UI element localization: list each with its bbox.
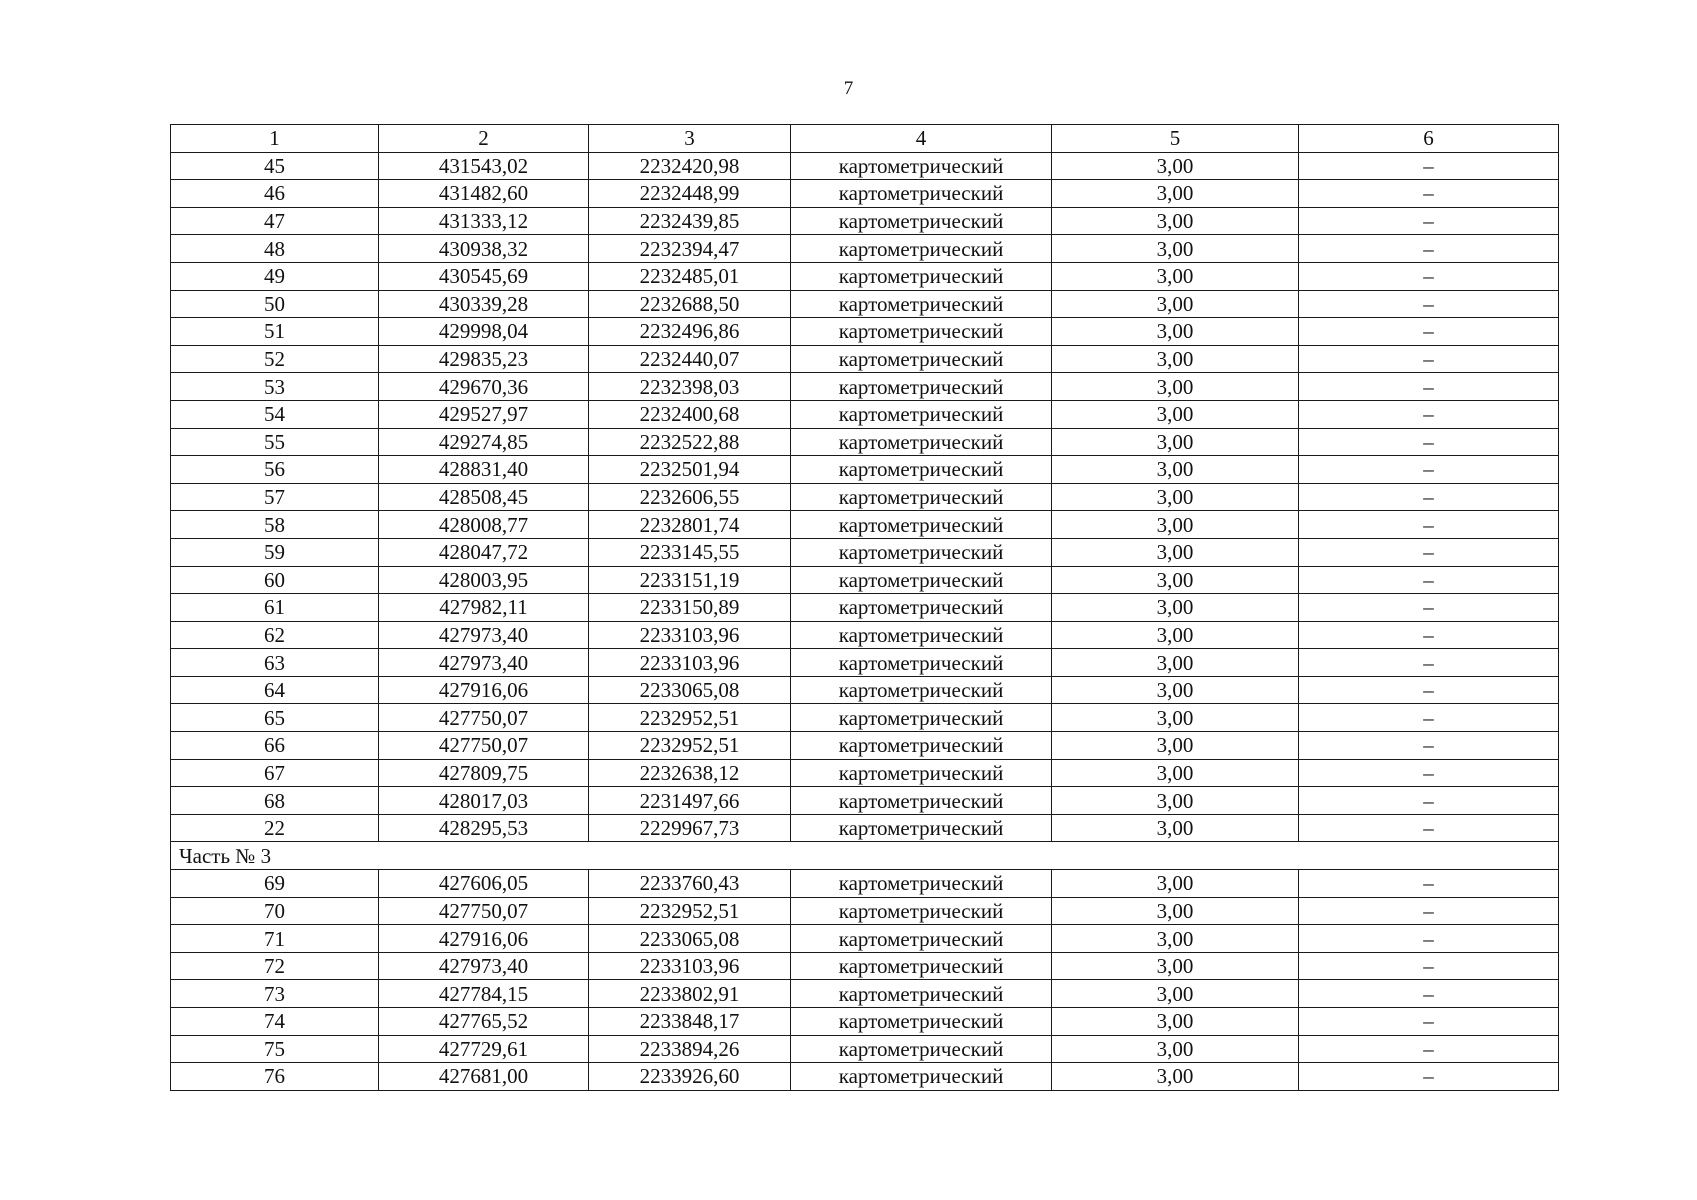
table-cell: 427606,05 <box>379 870 589 898</box>
table-cell: 3,00 <box>1052 345 1299 373</box>
table-cell: – <box>1299 594 1559 622</box>
table-cell: 70 <box>171 897 379 925</box>
table-cell: 430545,69 <box>379 262 589 290</box>
table-cell: 3,00 <box>1052 952 1299 980</box>
table-row <box>171 262 1559 290</box>
table-cell: – <box>1299 1008 1559 1036</box>
table-row <box>171 649 1559 677</box>
table-row <box>171 207 1559 235</box>
table-body <box>171 152 1559 1090</box>
header-cell: 6 <box>1299 125 1559 153</box>
table-cell: 2231497,66 <box>589 787 791 815</box>
table-cell: 2232952,51 <box>589 897 791 925</box>
table-cell: 428508,45 <box>379 483 589 511</box>
table-cell: 429835,23 <box>379 345 589 373</box>
table-cell: 61 <box>171 594 379 622</box>
table-cell: 428295,53 <box>379 814 589 842</box>
table-cell: картометрический <box>791 373 1052 401</box>
table-cell: 428008,77 <box>379 511 589 539</box>
table-cell: 431333,12 <box>379 207 589 235</box>
table-cell: 2233103,96 <box>589 952 791 980</box>
table-cell: 3,00 <box>1052 704 1299 732</box>
table-cell: 428047,72 <box>379 538 589 566</box>
table-cell: 3,00 <box>1052 290 1299 318</box>
table-cell: 2232522,88 <box>589 428 791 456</box>
table-cell: 2233848,17 <box>589 1008 791 1036</box>
table-cell: – <box>1299 980 1559 1008</box>
table-cell: 427729,61 <box>379 1035 589 1063</box>
table-row <box>171 814 1559 842</box>
table-cell: картометрический <box>791 511 1052 539</box>
table-cell: картометрический <box>791 262 1052 290</box>
table-cell: – <box>1299 483 1559 511</box>
table-cell: 60 <box>171 566 379 594</box>
table-cell: 75 <box>171 1035 379 1063</box>
table-cell: 3,00 <box>1052 925 1299 953</box>
table-cell: 429274,85 <box>379 428 589 456</box>
table-cell: 431482,60 <box>379 180 589 208</box>
table-cell: 2233065,08 <box>589 925 791 953</box>
table-row <box>171 538 1559 566</box>
table-cell: 2233894,26 <box>589 1035 791 1063</box>
table-cell: 3,00 <box>1052 262 1299 290</box>
table-cell: – <box>1299 814 1559 842</box>
table-cell: 3,00 <box>1052 649 1299 677</box>
table-cell: 3,00 <box>1052 511 1299 539</box>
table-cell: – <box>1299 952 1559 980</box>
table-cell: 2233926,60 <box>589 1063 791 1091</box>
table-cell: 427973,40 <box>379 952 589 980</box>
table-cell: картометрический <box>791 925 1052 953</box>
table-cell: картометрический <box>791 1008 1052 1036</box>
table-cell: 427916,06 <box>379 925 589 953</box>
table-row <box>171 952 1559 980</box>
table-row <box>171 373 1559 401</box>
table-cell: 3,00 <box>1052 759 1299 787</box>
table-cell: 2232606,55 <box>589 483 791 511</box>
table-cell: 427973,40 <box>379 649 589 677</box>
table-cell: 51 <box>171 318 379 346</box>
table-cell: 52 <box>171 345 379 373</box>
table-cell: картометрический <box>791 180 1052 208</box>
table-cell: 2232398,03 <box>589 373 791 401</box>
table-cell: – <box>1299 1063 1559 1091</box>
table-cell: 3,00 <box>1052 538 1299 566</box>
table-cell: 428831,40 <box>379 456 589 484</box>
table-row <box>171 732 1559 760</box>
table-cell: 2229967,73 <box>589 814 791 842</box>
table-cell: 2232394,47 <box>589 235 791 263</box>
table-row <box>171 759 1559 787</box>
table-row <box>171 676 1559 704</box>
table-cell: – <box>1299 180 1559 208</box>
table-cell: 2233145,55 <box>589 538 791 566</box>
table-cell: 49 <box>171 262 379 290</box>
table-cell: картометрический <box>791 456 1052 484</box>
table-row <box>171 152 1559 180</box>
table-row <box>171 511 1559 539</box>
table-header <box>171 125 1559 153</box>
table-cell: картометрический <box>791 400 1052 428</box>
header-cell: 1 <box>171 125 379 153</box>
table-cell: картометрический <box>791 759 1052 787</box>
table-cell: 57 <box>171 483 379 511</box>
table-cell: 3,00 <box>1052 318 1299 346</box>
table-cell: 2232952,51 <box>589 704 791 732</box>
table-row <box>171 318 1559 346</box>
table-cell: 2232485,01 <box>589 262 791 290</box>
table-cell: 3,00 <box>1052 1063 1299 1091</box>
table-cell: 429998,04 <box>379 318 589 346</box>
table-cell: картометрический <box>791 1063 1052 1091</box>
table-cell: – <box>1299 318 1559 346</box>
table-row <box>171 870 1559 898</box>
table-cell: 54 <box>171 400 379 428</box>
table-cell: картометрический <box>791 952 1052 980</box>
table-cell: 427681,00 <box>379 1063 589 1091</box>
table-cell: 427916,06 <box>379 676 589 704</box>
table-cell: 3,00 <box>1052 787 1299 815</box>
table-cell: – <box>1299 897 1559 925</box>
table-cell: 3,00 <box>1052 373 1299 401</box>
table-cell: картометрический <box>791 649 1052 677</box>
table-cell: – <box>1299 538 1559 566</box>
table-cell: 71 <box>171 925 379 953</box>
table-row <box>171 180 1559 208</box>
table-cell: 2232439,85 <box>589 207 791 235</box>
table-cell: 427973,40 <box>379 621 589 649</box>
table-cell: 427809,75 <box>379 759 589 787</box>
table-cell: картометрический <box>791 870 1052 898</box>
table-cell: 3,00 <box>1052 207 1299 235</box>
header-cell: 3 <box>589 125 791 153</box>
table-cell: 62 <box>171 621 379 649</box>
table-cell: 3,00 <box>1052 814 1299 842</box>
table-cell: – <box>1299 759 1559 787</box>
table-row <box>171 456 1559 484</box>
table-cell: 3,00 <box>1052 732 1299 760</box>
table-cell: 66 <box>171 732 379 760</box>
table-cell: 65 <box>171 704 379 732</box>
table-cell: 2233802,91 <box>589 980 791 1008</box>
table-cell: 427784,15 <box>379 980 589 1008</box>
table-cell: – <box>1299 870 1559 898</box>
table-cell: картометрический <box>791 152 1052 180</box>
table-cell: картометрический <box>791 704 1052 732</box>
table-cell: 428017,03 <box>379 787 589 815</box>
header-cell: 2 <box>379 125 589 153</box>
table-cell: 48 <box>171 235 379 263</box>
table-row <box>171 566 1559 594</box>
table-cell: – <box>1299 373 1559 401</box>
coordinates-table <box>170 124 1559 1091</box>
table-cell: 2233103,96 <box>589 649 791 677</box>
table-cell: 72 <box>171 952 379 980</box>
table-cell: 3,00 <box>1052 456 1299 484</box>
table-cell: – <box>1299 290 1559 318</box>
table-cell: 68 <box>171 787 379 815</box>
table-cell: 76 <box>171 1063 379 1091</box>
table-cell: 429527,97 <box>379 400 589 428</box>
table-cell: 2232801,74 <box>589 511 791 539</box>
table-cell: 427982,11 <box>379 594 589 622</box>
table-cell: 3,00 <box>1052 152 1299 180</box>
table-cell: 22 <box>171 814 379 842</box>
table-cell: – <box>1299 925 1559 953</box>
table-cell: 50 <box>171 290 379 318</box>
table-cell: 53 <box>171 373 379 401</box>
table-cell: картометрический <box>791 814 1052 842</box>
table-cell: 74 <box>171 1008 379 1036</box>
table-row <box>171 1063 1559 1091</box>
table-cell: картометрический <box>791 538 1052 566</box>
table-cell: 3,00 <box>1052 180 1299 208</box>
table-cell: 431543,02 <box>379 152 589 180</box>
table-cell: 2232448,99 <box>589 180 791 208</box>
table-cell: 427750,07 <box>379 897 589 925</box>
table-cell: 3,00 <box>1052 1008 1299 1036</box>
table-cell: 2232501,94 <box>589 456 791 484</box>
table-cell: 2232420,98 <box>589 152 791 180</box>
table-row <box>171 897 1559 925</box>
table-cell: 64 <box>171 676 379 704</box>
table-cell: картометрический <box>791 980 1052 1008</box>
table-cell: – <box>1299 704 1559 732</box>
table-cell: картометрический <box>791 207 1052 235</box>
table-cell: 59 <box>171 538 379 566</box>
table-cell: 2233065,08 <box>589 676 791 704</box>
table-cell: 430339,28 <box>379 290 589 318</box>
table-cell: 2232496,86 <box>589 318 791 346</box>
table-cell: – <box>1299 732 1559 760</box>
table-cell: 2232952,51 <box>589 732 791 760</box>
table-cell: 427750,07 <box>379 704 589 732</box>
table-cell: – <box>1299 235 1559 263</box>
table-cell: картометрический <box>791 787 1052 815</box>
table-cell: 3,00 <box>1052 676 1299 704</box>
table-cell: 427750,07 <box>379 732 589 760</box>
table-cell: – <box>1299 511 1559 539</box>
table-cell: – <box>1299 566 1559 594</box>
table-cell: – <box>1299 262 1559 290</box>
table-cell: картометрический <box>791 732 1052 760</box>
table-cell: 3,00 <box>1052 1035 1299 1063</box>
table-cell: – <box>1299 1035 1559 1063</box>
table-row <box>171 345 1559 373</box>
table-cell: – <box>1299 345 1559 373</box>
table-cell: – <box>1299 207 1559 235</box>
table-cell: – <box>1299 649 1559 677</box>
table-cell: 58 <box>171 511 379 539</box>
table-cell: картометрический <box>791 235 1052 263</box>
table-cell: – <box>1299 676 1559 704</box>
table-cell: картометрический <box>791 345 1052 373</box>
table-cell: картометрический <box>791 290 1052 318</box>
table-row <box>171 290 1559 318</box>
table-cell: 2233150,89 <box>589 594 791 622</box>
table-row <box>171 1035 1559 1063</box>
section-label: Часть № 3 <box>171 842 1559 870</box>
table-cell: картометрический <box>791 318 1052 346</box>
table-cell: 45 <box>171 152 379 180</box>
table-cell: 63 <box>171 649 379 677</box>
table-cell: 428003,95 <box>379 566 589 594</box>
table-cell: 69 <box>171 870 379 898</box>
table-cell: – <box>1299 456 1559 484</box>
section-row <box>171 842 1559 870</box>
table-row <box>171 235 1559 263</box>
table-cell: 2233151,19 <box>589 566 791 594</box>
table-cell: 2233760,43 <box>589 870 791 898</box>
table-cell: 2232400,68 <box>589 400 791 428</box>
table-cell: 56 <box>171 456 379 484</box>
table-cell: картометрический <box>791 566 1052 594</box>
table-cell: картометрический <box>791 897 1052 925</box>
table-cell: 2232440,07 <box>589 345 791 373</box>
table-cell: картометрический <box>791 594 1052 622</box>
table-cell: картометрический <box>791 483 1052 511</box>
table-row <box>171 621 1559 649</box>
table-cell: 3,00 <box>1052 621 1299 649</box>
table-row <box>171 980 1559 1008</box>
table-cell: картометрический <box>791 1035 1052 1063</box>
table-cell: 3,00 <box>1052 235 1299 263</box>
table-cell: 429670,36 <box>379 373 589 401</box>
table-cell: картометрический <box>791 621 1052 649</box>
table-cell: картометрический <box>791 676 1052 704</box>
table-cell: 47 <box>171 207 379 235</box>
table-cell: 3,00 <box>1052 566 1299 594</box>
page-number: 7 <box>843 78 854 99</box>
table-row <box>171 1008 1559 1036</box>
table-cell: 55 <box>171 428 379 456</box>
table-row <box>171 704 1559 732</box>
table-cell: 2233103,96 <box>589 621 791 649</box>
table-row <box>171 925 1559 953</box>
table-row <box>171 594 1559 622</box>
table-cell: 3,00 <box>1052 870 1299 898</box>
table-row <box>171 428 1559 456</box>
table-cell: 3,00 <box>1052 594 1299 622</box>
table-cell: 3,00 <box>1052 400 1299 428</box>
table-cell: 3,00 <box>1052 428 1299 456</box>
table-cell: 427765,52 <box>379 1008 589 1036</box>
table-cell: – <box>1299 787 1559 815</box>
table-cell: – <box>1299 428 1559 456</box>
table-cell: – <box>1299 400 1559 428</box>
table-cell: 3,00 <box>1052 483 1299 511</box>
header-row <box>171 125 1559 153</box>
table-cell: 2232688,50 <box>589 290 791 318</box>
table-cell: – <box>1299 152 1559 180</box>
table-cell: 73 <box>171 980 379 1008</box>
table-row <box>171 483 1559 511</box>
table-cell: 2232638,12 <box>589 759 791 787</box>
table-cell: – <box>1299 621 1559 649</box>
header-cell: 5 <box>1052 125 1299 153</box>
table-row <box>171 400 1559 428</box>
table-cell: 3,00 <box>1052 980 1299 1008</box>
header-cell: 4 <box>791 125 1052 153</box>
table-cell: 46 <box>171 180 379 208</box>
table-cell: 3,00 <box>1052 897 1299 925</box>
table-row <box>171 787 1559 815</box>
table-cell: картометрический <box>791 428 1052 456</box>
table-cell: 67 <box>171 759 379 787</box>
table-cell: 430938,32 <box>379 235 589 263</box>
